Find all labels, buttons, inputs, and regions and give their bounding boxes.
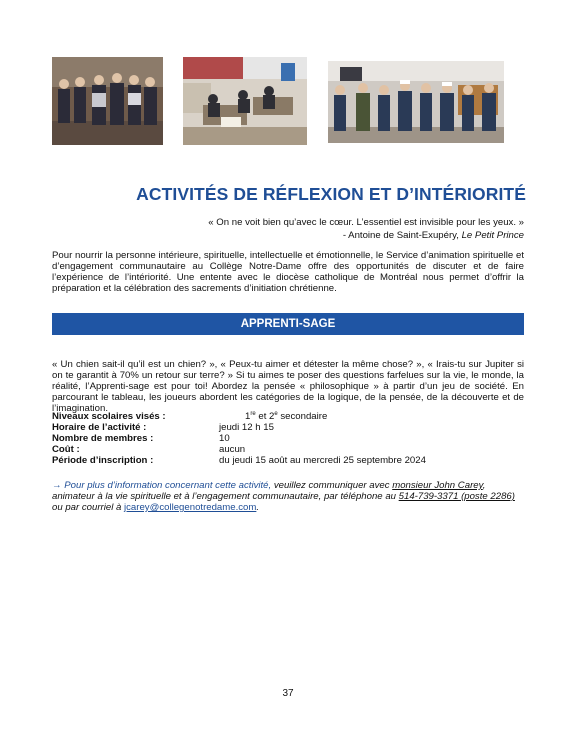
- contact-phone: 514-739-3371 (poste 2286): [398, 491, 515, 502]
- schedule-value: jeudi 12 h 15: [219, 422, 274, 433]
- contact-paragraph: → Pour plus d’information concernant cette activité, veuillez communiquer avec monsieur John Carey, animateur à la vie spirituelle et à l’engagement communautaire, par téléphone au 514-739-3371 (poste 2286) ou par courriel à jcarey@collegenotredame.com.: [52, 480, 515, 513]
- activity-banner: [52, 313, 524, 335]
- contact-lead: → Pour plus d’information concernant cette activité,: [52, 480, 272, 491]
- activity-details: [52, 411, 522, 466]
- members-value: 10: [219, 433, 230, 444]
- detail-row-levels: [52, 411, 522, 422]
- quote-book-title: Le Petit Prince: [461, 229, 524, 241]
- cadets-uniform-photo: [328, 61, 504, 143]
- detail-row-cost: [52, 444, 522, 455]
- page-title: ACTIVITÉS DE RÉFLEXION ET D’INTÉRIORITÉ: [136, 184, 526, 204]
- levels-value: 1re et 2e secondaire: [245, 410, 328, 422]
- page-number: 37: [282, 688, 294, 699]
- members-label: Nombre de membres :: [52, 433, 154, 444]
- period-label: Période d’inscription :: [52, 455, 154, 466]
- activity-description: « Un chien sait-il qu’il est un chien? », « Peux-tu aimer et détester la même chose? », « Irais-tu sur Jupiter si on te garantit à 70% un retour sur terre? » Si tu aimes te poser des questions farfelues sur la vie, le monde, la réalité, l’Apprenti-sage est pour toi! Abordez la pensée « philosophique » à partir d’un jeu de société. En parcourant le tableau, les joueurs abordent les catégories de la logique, de la pensée, de la découverte et de l’imagination.: [52, 359, 524, 414]
- contact-person: monsieur John Carey: [392, 480, 483, 491]
- activity-name: APPRENTI-SAGE: [240, 318, 336, 330]
- quote-attribution: [52, 230, 524, 243]
- intro-paragraph: Pour nourrir la personne intérieure, spirituelle, intellectuelle et émotionnelle, le Service d’animation spirituelle et d’engagement communautaire au Collège Notre-Dame offre des opportunités de discuter et de faire l’expérience de l’intériorité. Une entente avec le diocèse catholique de Montréal nous permet d’offrir la préparation et la célébration des sacrements d’initiation chrétienne.: [52, 250, 524, 294]
- epigraph-quote: [52, 217, 524, 242]
- levels-label: Niveaux scolaires visés :: [52, 411, 166, 422]
- detail-row-schedule: [52, 422, 522, 433]
- classroom-photo: [183, 57, 307, 145]
- quote-author: - Antoine de Saint-Exupéry,: [342, 229, 462, 241]
- cost-value: aucun: [219, 444, 246, 455]
- cost-label: Coût :: [52, 444, 80, 455]
- quote-text: « On ne voit bien qu’avec le cœur. L’essentiel est invisible pour les yeux. »: [208, 217, 524, 228]
- period-value: du jeudi 15 août au mercredi 25 septembre 2024: [219, 455, 426, 466]
- detail-row-members: [52, 433, 522, 444]
- schedule-label: Horaire de l’activité :: [52, 422, 147, 433]
- detail-row-period: [52, 455, 522, 466]
- contact-email-link[interactable]: jcarey@collegenotredame.com: [124, 502, 257, 513]
- students-group-photo: [52, 57, 163, 145]
